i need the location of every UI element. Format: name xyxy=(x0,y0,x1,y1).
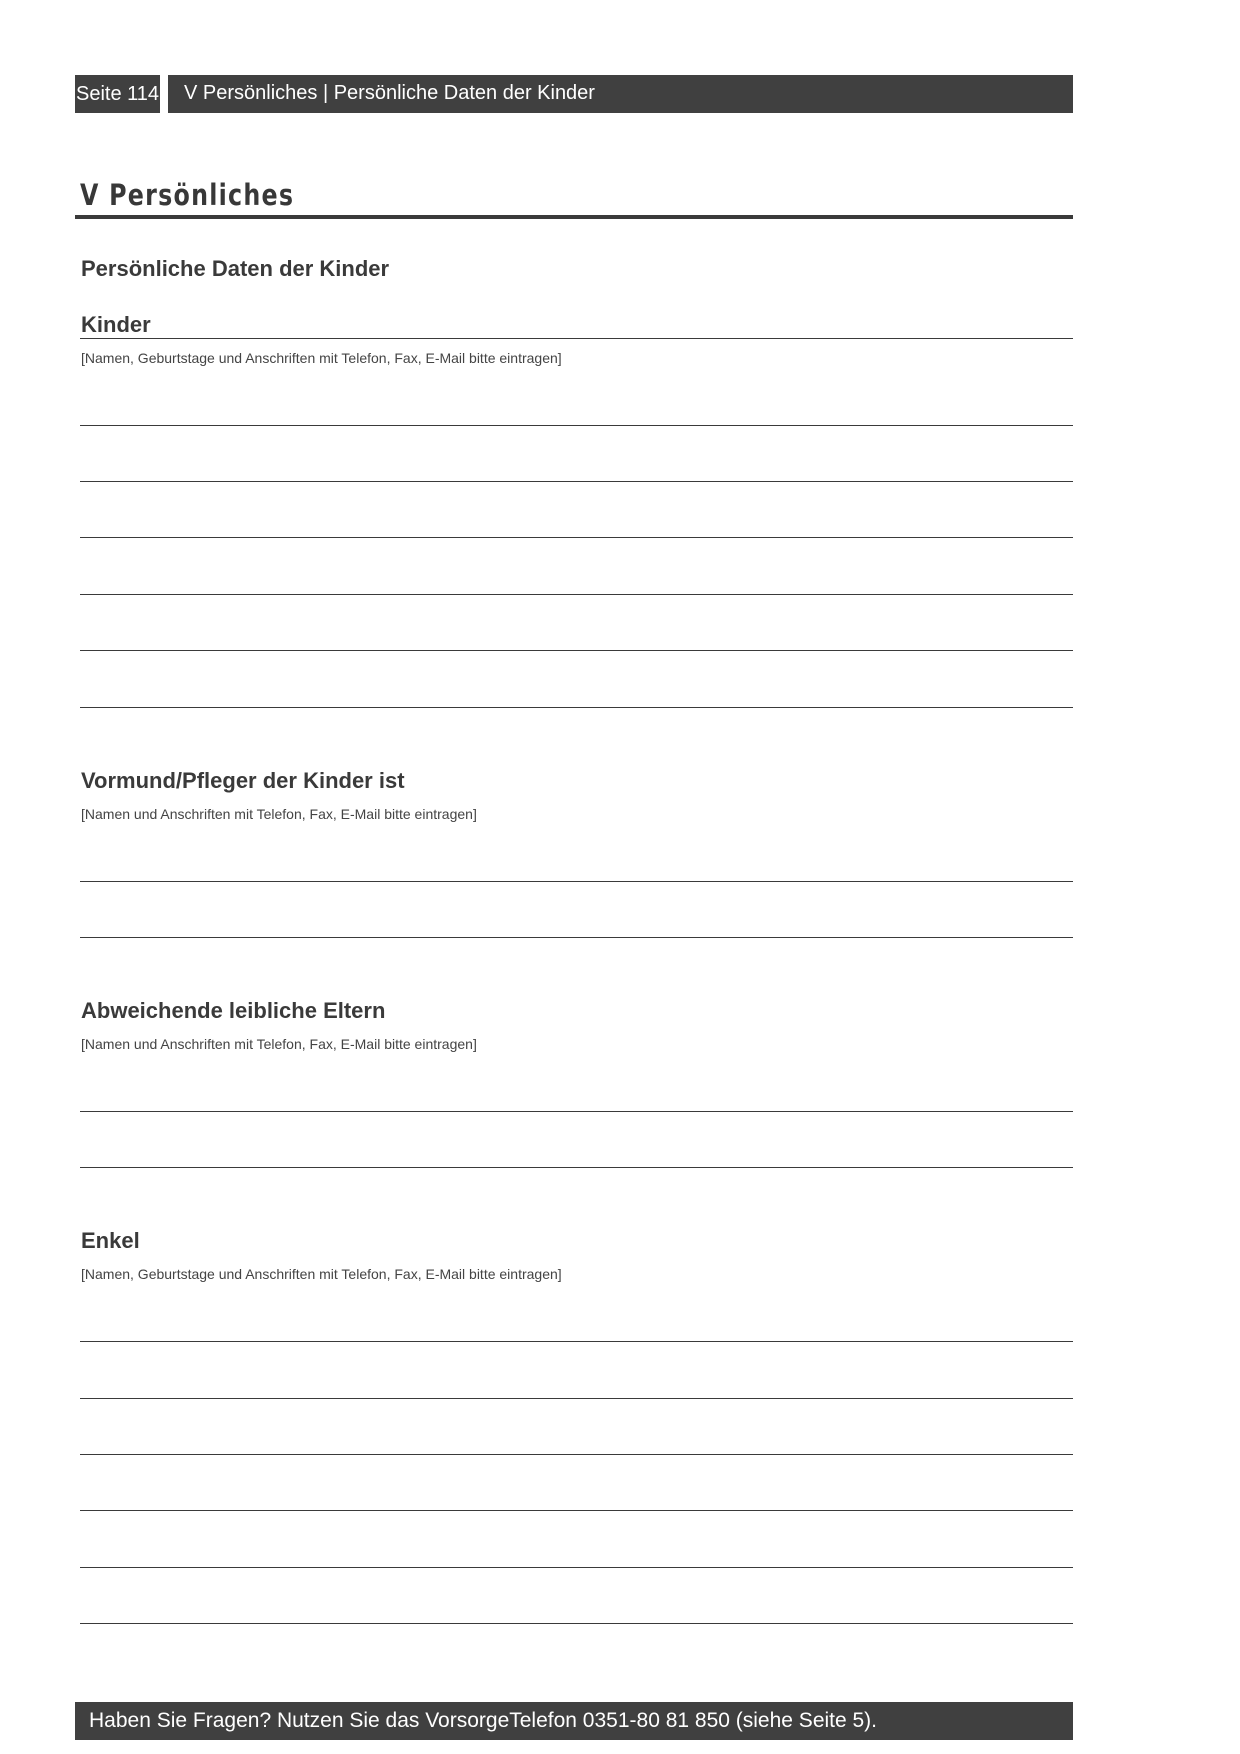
writing-line-enkel-6[interactable] xyxy=(80,1623,1073,1624)
page-number-badge: Seite 114 xyxy=(75,75,160,113)
page-subtitle: Persönliche Daten der Kinder xyxy=(81,256,390,281)
section-hint-vormund: [Namen und Anschriften mit Telefon, Fax, E-Mail bitte eintragen] xyxy=(81,806,477,822)
writing-line-kinder-1[interactable] xyxy=(80,425,1073,426)
writing-line-vormund-2[interactable] xyxy=(80,937,1073,938)
running-header-title: V Persönliches | Persönliche Daten der Kinder xyxy=(168,75,1073,113)
section-hint-kinder: [Namen, Geburtstage und Anschriften mit Telefon, Fax, E-Mail bitte eintragen] xyxy=(81,350,562,366)
writing-line-enkel-1[interactable] xyxy=(80,1341,1073,1342)
writing-line-kinder-4[interactable] xyxy=(80,594,1073,595)
section-heading-enkel: Enkel xyxy=(81,1228,140,1253)
writing-line-vormund-1[interactable] xyxy=(80,881,1073,882)
section-heading-eltern: Abweichende leibliche Eltern xyxy=(81,998,386,1023)
writing-line-kinder-2[interactable] xyxy=(80,481,1073,482)
section-hint-enkel: [Namen, Geburtstage und Anschriften mit Telefon, Fax, E-Mail bitte eintragen] xyxy=(81,1266,562,1282)
writing-line-enkel-4[interactable] xyxy=(80,1510,1073,1511)
writing-line-eltern-1[interactable] xyxy=(80,1111,1073,1112)
writing-line-enkel-3[interactable] xyxy=(80,1454,1073,1455)
section-hint-eltern: [Namen und Anschriften mit Telefon, Fax, E-Mail bitte eintragen] xyxy=(81,1036,477,1052)
footer-help-bar: Haben Sie Fragen? Nutzen Sie das VorsorgeTelefon 0351-80 81 850 (siehe Seite 5). xyxy=(75,1702,1073,1740)
writing-line-kinder-6[interactable] xyxy=(80,707,1073,708)
writing-line-eltern-2[interactable] xyxy=(80,1167,1073,1168)
writing-line-kinder-3[interactable] xyxy=(80,537,1073,538)
chapter-title: V Persönliches xyxy=(80,178,295,212)
writing-line-kinder-5[interactable] xyxy=(80,650,1073,651)
writing-line-enkel-5[interactable] xyxy=(80,1567,1073,1568)
chapter-divider xyxy=(75,215,1073,219)
section-heading-vormund: Vormund/Pfleger der Kinder ist xyxy=(81,768,405,793)
section-heading-rule xyxy=(80,338,1073,339)
section-heading-kinder: Kinder xyxy=(81,312,151,337)
writing-line-enkel-2[interactable] xyxy=(80,1398,1073,1399)
